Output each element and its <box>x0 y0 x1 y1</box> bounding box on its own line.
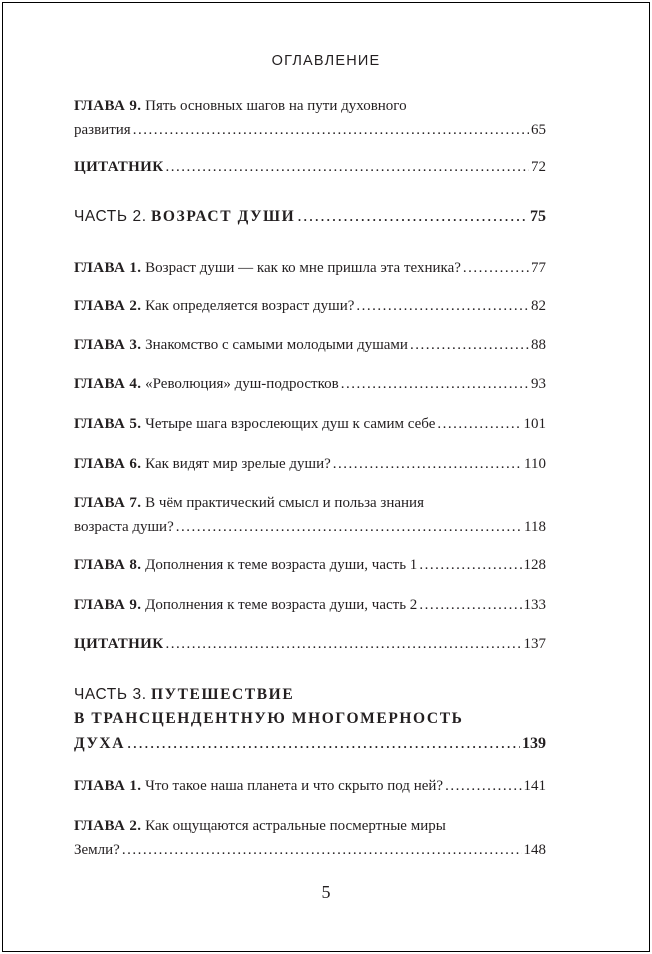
chapter-title: Дополнения к теме возраста души, часть 1 <box>145 557 418 573</box>
toc-entry[interactable] <box>74 775 546 799</box>
page-number: 101 <box>523 416 546 432</box>
leader-dots <box>437 413 521 437</box>
toc-entry[interactable] <box>74 633 546 657</box>
leader-dots <box>419 594 521 618</box>
leader-dots <box>166 633 522 657</box>
leader-dots <box>356 295 529 319</box>
page-number: 133 <box>523 597 546 613</box>
toc-entry[interactable] <box>74 156 546 180</box>
page-number: 128 <box>523 557 546 573</box>
chapter-label: ГЛАВА 7. <box>74 495 142 511</box>
leader-dots <box>463 257 529 281</box>
part-title: ПУТЕШЕСТВИЕ <box>150 686 295 703</box>
chapter-title: Возраст души — как ко мне пришла эта техника? <box>145 260 461 276</box>
chapter-label: ГЛАВА 1. <box>74 778 142 794</box>
chapter-title: Четыре шага взрослеющих душ к самим себе <box>145 416 436 432</box>
leader-dots <box>127 731 520 755</box>
chapter-label: ГЛАВА 9. <box>74 597 142 613</box>
chapter-label: ГЛАВА 3. <box>74 337 142 353</box>
toc-entry[interactable] <box>74 257 546 281</box>
page-number: 65 <box>531 121 546 138</box>
toc-part-entry[interactable] <box>74 204 546 229</box>
chapter-title: Дополнения к теме возраста души, часть 2 <box>145 597 418 613</box>
page-number: 137 <box>523 636 546 652</box>
chapter-title: Что такое наша планета и что скрыто под ней? <box>145 778 444 794</box>
chapter-title-cont: возраста души? <box>74 518 174 535</box>
chapter-title: Пять основных шагов на пути духовного <box>145 98 407 114</box>
page-number: 77 <box>531 260 546 276</box>
chapter-title: Как видят мир зрелые души? <box>145 456 331 472</box>
chapter-title-cont: Земли? <box>74 841 120 858</box>
leader-dots <box>410 334 529 358</box>
chapter-title-cont: развития <box>74 121 131 138</box>
chapter-label: ГЛАВА 2. <box>74 298 142 314</box>
leader-dots <box>419 554 521 578</box>
leader-dots <box>166 156 529 180</box>
toc-part-entry[interactable] <box>74 682 546 756</box>
part-label: ЧАСТЬ 2. <box>74 208 147 225</box>
toc-entry[interactable] <box>74 815 546 862</box>
leader-dots <box>176 516 522 540</box>
leader-dots <box>297 204 528 228</box>
toc-entry[interactable] <box>74 554 546 578</box>
leader-dots <box>133 119 529 143</box>
leader-dots <box>333 453 522 477</box>
part-title: ВОЗРАСТ ДУШИ <box>150 208 296 225</box>
part-title-cont: ДУХА <box>74 735 126 752</box>
chapter-label: ГЛАВА 6. <box>74 456 142 472</box>
page-number: 75 <box>530 208 546 225</box>
chapter-label: ГЛАВА 2. <box>74 818 142 834</box>
leader-dots <box>341 373 529 397</box>
page-number: 118 <box>524 518 546 535</box>
page-number: 148 <box>523 841 546 858</box>
chapter-label: ГЛАВА 4. <box>74 376 142 392</box>
chapter-label: ГЛАВА 1. <box>74 260 142 276</box>
page-number: 82 <box>531 298 546 314</box>
page-frame <box>2 2 650 952</box>
chapter-label: ГЛАВА 8. <box>74 557 142 573</box>
page-number: 110 <box>524 456 546 472</box>
page-number: 139 <box>522 735 546 752</box>
page-number: 141 <box>523 778 546 794</box>
chapter-title: В чём практический смысл и польза знания <box>145 495 424 511</box>
page-number: 88 <box>531 337 546 353</box>
chapter-label: ЦИТАТНИК <box>74 159 164 175</box>
part-label: ЧАСТЬ 3. <box>74 686 147 703</box>
page-number: 72 <box>531 159 546 175</box>
chapter-title: Знакомство с самыми молодыми душами <box>145 337 408 353</box>
chapter-label: ГЛАВА 9. <box>74 98 142 114</box>
leader-dots <box>445 775 521 799</box>
toc-entry[interactable] <box>74 373 546 397</box>
chapter-title: «Революция» душ-подростков <box>145 376 339 392</box>
page-number: 93 <box>531 376 546 392</box>
toc-entry[interactable] <box>74 334 546 358</box>
part-title-cont: В ТРАНСЦЕНДЕНТНУЮ МНОГОМЕРНОСТЬ <box>74 710 464 727</box>
toc-entry[interactable] <box>74 413 546 437</box>
page-folio: 5 <box>321 882 331 902</box>
leader-dots <box>122 839 522 863</box>
running-head: ОГЛАВЛЕНИЕ <box>271 53 381 69</box>
chapter-title: Как определяется возраст души? <box>145 298 355 314</box>
chapter-label: ЦИТАТНИК <box>74 636 164 652</box>
toc-entry[interactable] <box>74 492 546 539</box>
toc-entry[interactable] <box>74 95 546 142</box>
toc-entry[interactable] <box>74 295 546 319</box>
chapter-title: Как ощущаются астральные посмертные миры <box>145 818 446 834</box>
toc-entry[interactable] <box>74 594 546 618</box>
toc-entry[interactable] <box>74 453 546 477</box>
chapter-label: ГЛАВА 5. <box>74 416 142 432</box>
